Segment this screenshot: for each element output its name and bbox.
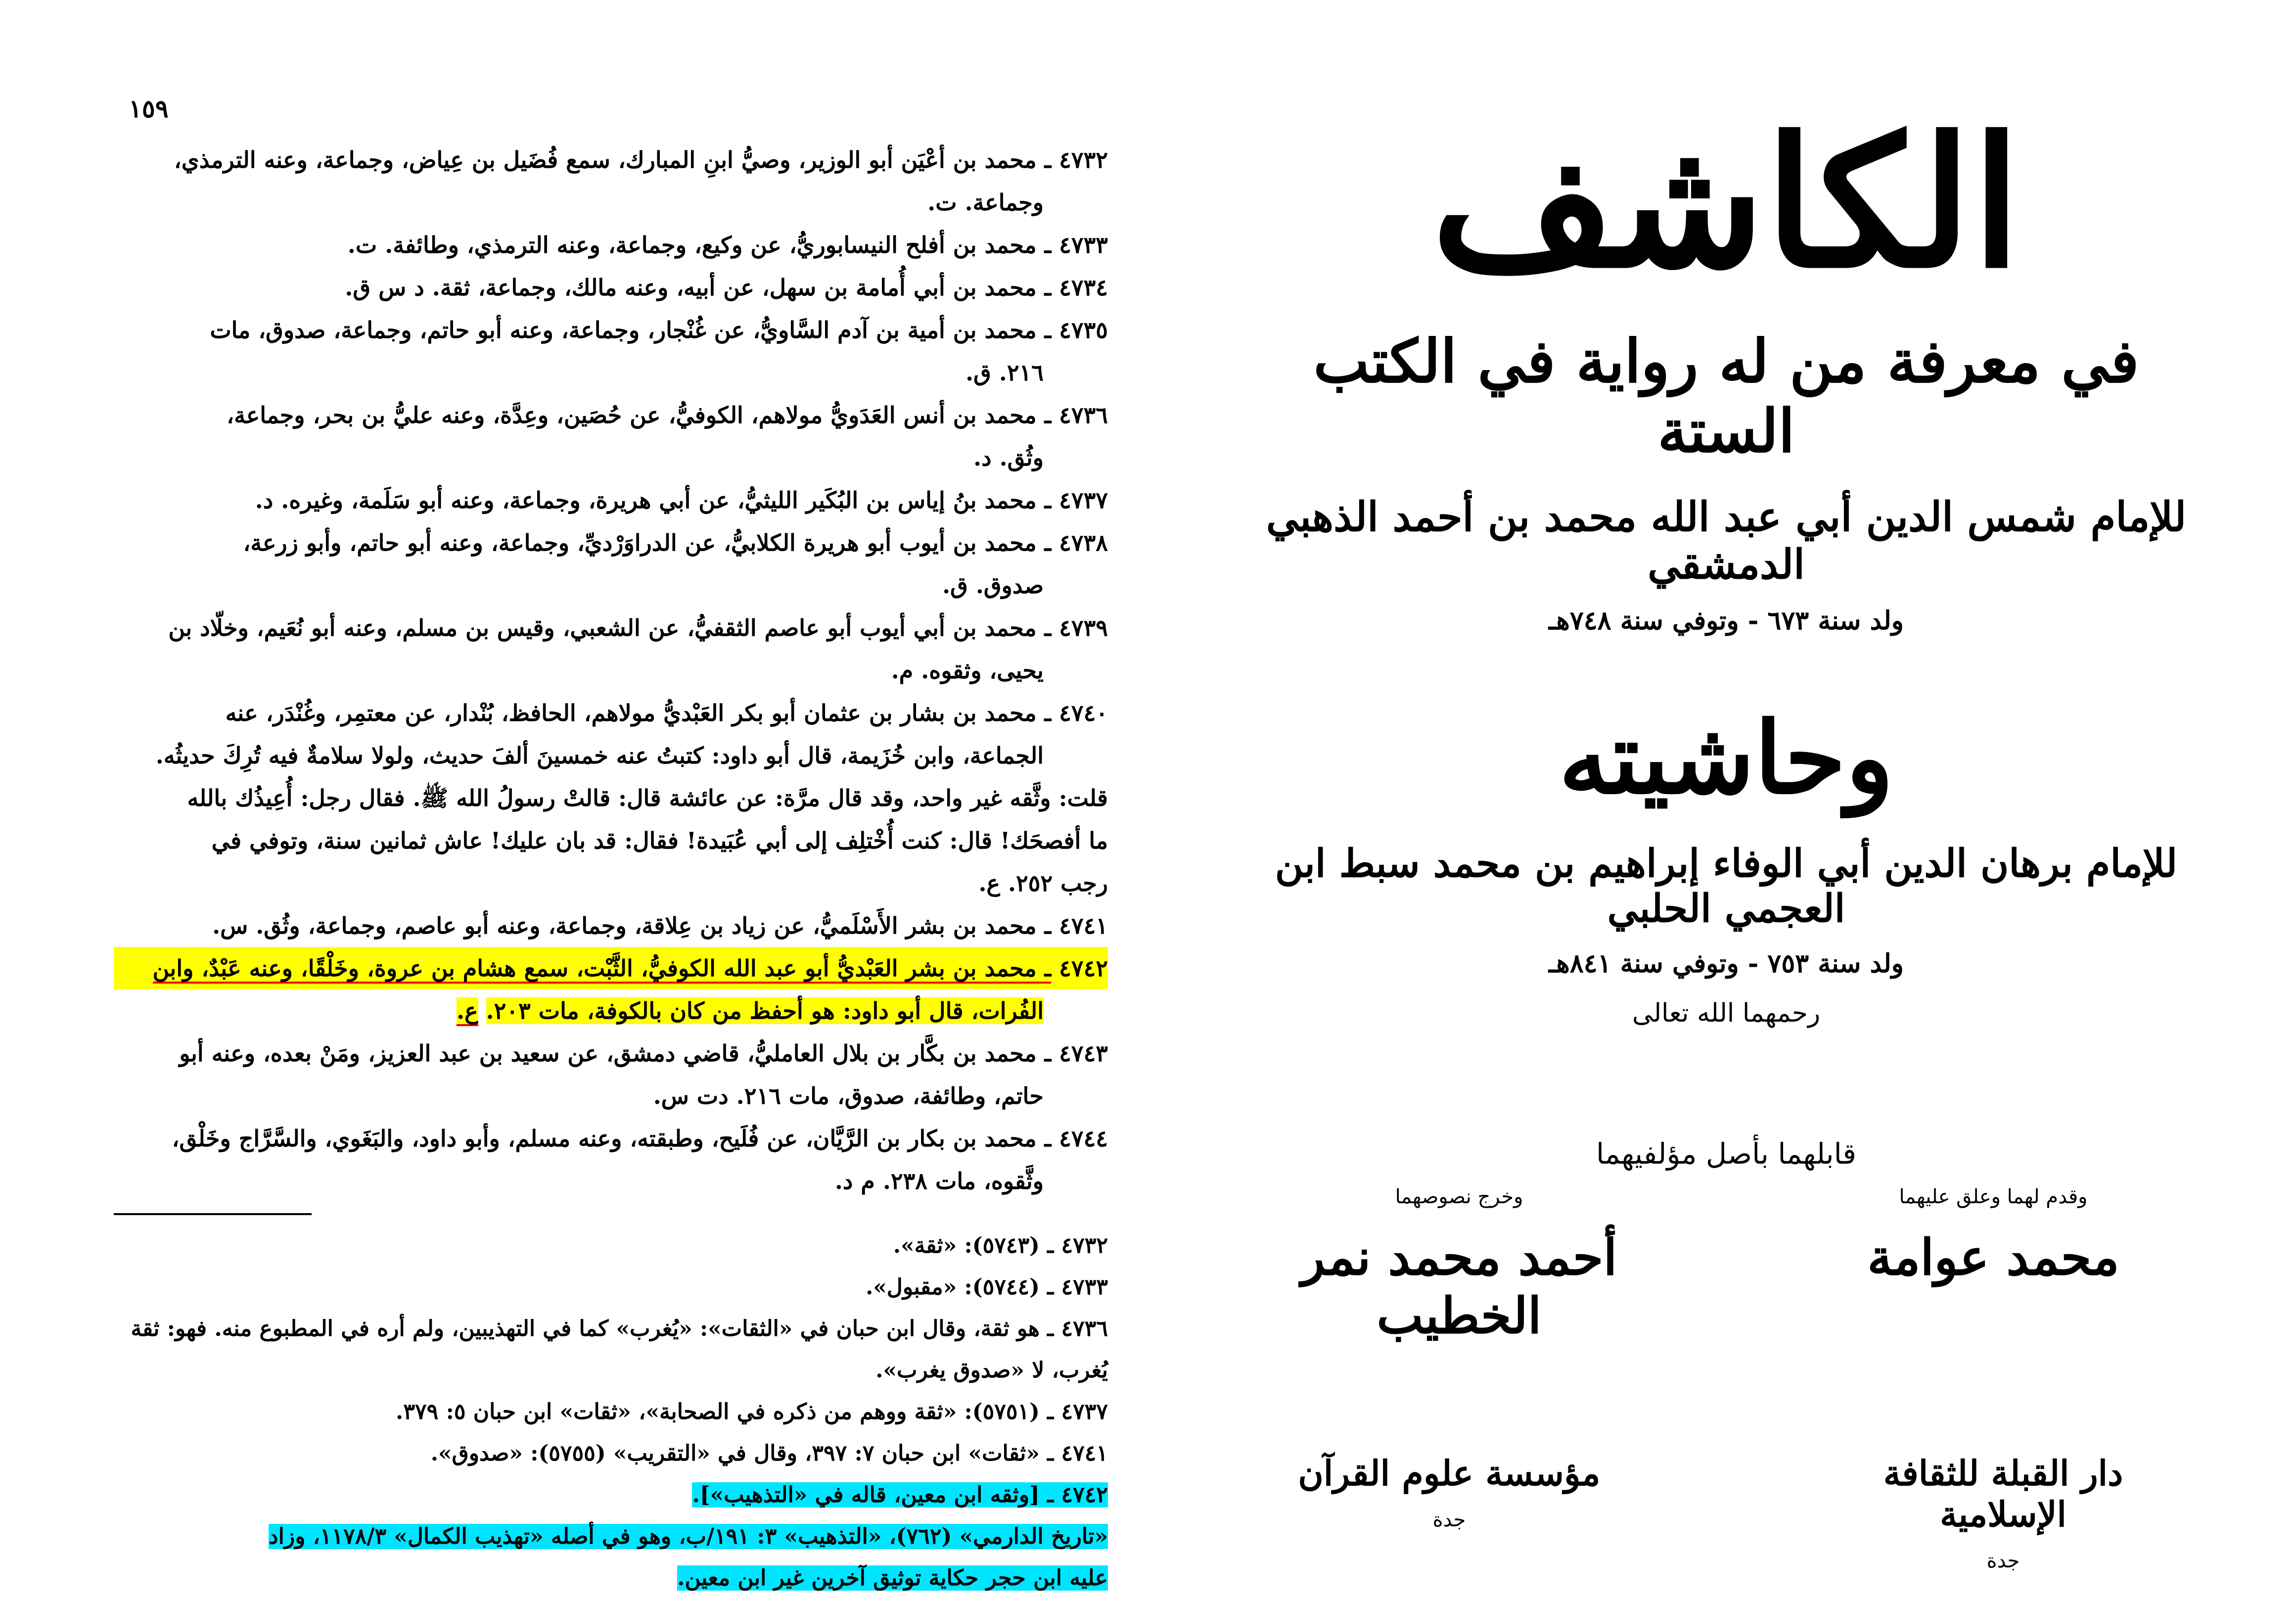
entry	[114, 394, 1108, 436]
entry-number: ٤٧٣٧	[1051, 487, 1108, 514]
entry-text: قلت: وثَّقه غير واحد، وقد قال مرَّة: عن عائشة قال: قالتْ رسولُ الله ﷺ. فقال رجل: أُعِيذُك بالله	[187, 785, 1108, 811]
book-subtitle: في معرفة من له رواية في الكتب الستة	[1313, 327, 2139, 466]
entry-text: ما أفصحَك! قال: كنت أُخْتلِف إلى أبي عُبَيدة! فقال: قد بان عليك! عاش ثمانين سنة، وتوفي في	[211, 827, 1108, 854]
entries-after-list	[114, 1032, 1108, 1202]
footnote: ٤٧٣٦ ـ هو ثقة، وقال ابن حبان في «الثقات»: «يُغرب» كما في التهذيبين، ولم أره في المطبوع منه. فهو: ثقة	[131, 1316, 1108, 1341]
entry	[114, 692, 1108, 734]
footnote: ٤٧٣٧ ـ (٥٧٥١): «ثقة ووهم من ذكره في الصحابة»، «ثقات» ابن حبان ٥: ٣٧٩.	[396, 1399, 1108, 1424]
editor-2-name: أحمد محمد نمر الخطيب	[1301, 1228, 1617, 1345]
publishers	[1256, 1453, 2196, 1581]
editor-1-role: وقدم لهما وعلق عليهما	[1899, 1185, 2088, 1208]
author-1-dates: ولد سنة ٦٧٣ - وتوفي سنة ٧٤٨هـ	[1549, 606, 1904, 636]
hashiya-title: وحاشيته	[1559, 700, 1894, 816]
entry-number: ٤٧٣٦	[1051, 402, 1108, 428]
entry-number: ٤٧٣٩	[1051, 614, 1108, 641]
author-2: للإمام برهان الدين أبي الوفاء إبراهيم بن محمد سبط ابن العجمي الحلبي	[1275, 841, 2178, 931]
footnote: ٤٧٣٣ ـ (٥٧٤٤): «مقبول».	[866, 1274, 1108, 1300]
collated-line: قابلهما بأصل مؤلفيهما	[1596, 1137, 1857, 1171]
entries-body	[114, 139, 1108, 1599]
entry-continuation: صدوق. ق.	[942, 572, 1044, 599]
entry-text: ـ محمد بن أبي أيوب أبو عاصم الثقفيُّ، عن الشعبي، وقيس بن مسلم، وعنه أبو نُعَيم، وخلّاد بن	[168, 614, 1052, 641]
entry-text: ـ محمد بن أبي أُمامة بن سهل، عن أبيه، وعنه مالك، وجماعة، ثقة. د س ق.	[345, 274, 1052, 301]
editor-2	[1286, 1185, 1632, 1345]
author-1: للإمام شمس الدين أبي عبد الله محمد بن أحمد الذهبي الدمشقي	[1266, 493, 2187, 588]
entry-text: ـ محمد بن بكَّار بن بلال العامليُّ، قاضي دمشق، عن سعيد بن عبد العزيز، ومَنْ بعده، وعنه أبو	[179, 1040, 1052, 1067]
entry	[114, 266, 1108, 309]
rahima: رحمهما الله تعالى	[1632, 998, 1821, 1028]
entry-continuation: وثُق. د.	[973, 444, 1044, 471]
entry-text: ـ محمد بن أنس العَدَويُّ مولاهم، الكوفيُّ، عن حُصَين، وعِدَّة، وعنه عليُّ بن بحر، وجماعة،	[227, 402, 1052, 428]
entry-text: ـ محمد بن بكار بن الرَّيَّان، عن فُلَيح، وطبقته، وعنه مسلم، وأبو داود، والبَغَوي، والسَّرَّاج وخَلْق،	[172, 1125, 1052, 1152]
entry-text: ـ محمد بن أمية بن آدم السَّاويُّ، عن غُنْجار، وجماعة، وعنه أبو حاتم، وجماعة، صدوق، مات	[210, 317, 1052, 343]
entry-number: ٤٧٤١	[1051, 912, 1108, 939]
entry-number: ٤٧٣٢	[1051, 146, 1108, 173]
entry-text: رجب ٢٥٢. ع.	[978, 870, 1108, 896]
footnote: ٤٧٣٢ ـ (٥٧٤٣): «ثقة».	[893, 1233, 1108, 1258]
highlighted-entry	[114, 947, 1108, 990]
publisher-2	[1276, 1453, 1622, 1531]
footnote-divider	[114, 1213, 312, 1215]
entry-number: ٤٧٣٣	[1051, 232, 1108, 258]
title-page	[1256, 74, 2196, 1572]
entry-marker: ع.	[457, 997, 478, 1026]
entry	[114, 862, 1108, 904]
entry	[114, 224, 1108, 266]
entry-text: ـ محمد بن بشر الأَسْلَميُّ، عن زياد بن عِلاقة، وجماعة، وعنه أبو عاصم، وجماعة، وثُق. س.	[212, 912, 1052, 939]
entry-continuation: الجماعة، وابن خُزَيمة، قال أبو داود: كتبتُ عنه خمسينَ ألفَ حديث، ولولا سلامةٌ فيه تُرِكَ حديثُه.	[155, 742, 1044, 769]
entry-number: ٤٧٤٤	[1051, 1125, 1108, 1152]
entries-list	[114, 139, 1108, 947]
cyan-footnote-line-3: عليه ابن حجر حكاية توثيق آخرين غير ابن معين.	[677, 1565, 1108, 1591]
footnote: ٤٧٤١ ـ «ثقات» ابن حبان ٧: ٣٩٧، وقال في «التقريب» (٥٧٥٥): «صدوق».	[430, 1441, 1108, 1466]
entry-text: ـ محمد بن أعْيَن أبو الوزير، وصيُّ ابنِ المبارك، سمع فُضَيل بن عِياض، وجماعة، وعنه الترمذي،	[174, 146, 1052, 173]
publisher-2-city: جدة	[1432, 1509, 1466, 1531]
entry	[114, 607, 1108, 649]
publisher-1-name: دار القبلة للثقافة الإسلامية	[1883, 1453, 2123, 1535]
entry	[114, 1032, 1108, 1075]
editor-1	[1820, 1185, 2166, 1286]
left-page	[114, 74, 1108, 1591]
entry-line-1: ـ محمد بن بشر العَبْديُّ أبو عبد الله الكوفيُّ، الثَّبْت، سمع هشام بن عروة، وخَلْقًا، وعنه عَبْدٌ، وابن	[153, 955, 1052, 984]
entry	[114, 904, 1108, 947]
cyan-footnote-line-1: ٤٧٤٢ ـ [وثقه ابن معين، قاله في «التذهيب»].	[692, 1482, 1108, 1508]
highlighted-entry-cont	[114, 990, 1108, 1032]
entry-number: ٤٧٣٥	[1051, 317, 1108, 343]
entry-text: ـ محمد بنُ إياس بن البُكَير الليثيُّ، عن أبي هريرة، وجماعة، وعنه أبو سَلَمة، وغيره. د.	[255, 487, 1052, 514]
entry-text: ـ محمد بن أفلح النيسابوريُّ، عن وكيع، وجماعة، وعنه الترمذي، وطائفة. ت.	[347, 232, 1052, 258]
entry-number: ٤٧٤٢	[1059, 955, 1108, 982]
author-2-dates: ولد سنة ٧٥٣ - وتوفي سنة ٨٤١هـ	[1549, 948, 1904, 979]
entry-text: ـ محمد بن بشار بن عثمان أبو بكر العَبْديُّ مولاهم، الحافظ، بُنْدار، عن معتمِر، وغُنْدَر، عنه	[225, 700, 1052, 726]
entry-text: ـ محمد بن أيوب أبو هريرة الكلابيُّ، عن الدراوَرْديِّ، وجماعة، وعنه أبو حاتم، وأبو زرعة،	[243, 529, 1052, 556]
footnote-list	[114, 1225, 1108, 1474]
entry-continuation: حاتم، وطائفة، صدوق، مات ٢١٦. دت س.	[653, 1083, 1044, 1109]
editor-1-name: محمد عوامة	[1867, 1228, 2119, 1286]
entry-number: ٤٧٤٠	[1051, 700, 1108, 726]
entry	[114, 139, 1108, 181]
entry	[114, 309, 1108, 351]
entry	[114, 777, 1108, 819]
entry-number: ٤٧٤٣	[1051, 1040, 1108, 1067]
entry	[114, 479, 1108, 521]
entry-line-2: الفُرات، قال أبو داود: هو أحفظ من كان بالكوفة، مات ٢٠٣.	[486, 997, 1044, 1024]
publisher-1	[1830, 1453, 2176, 1572]
entry	[114, 819, 1108, 862]
footnote: يُغرب، لا «صدوق يغرب».	[875, 1358, 1108, 1383]
entry	[114, 1117, 1108, 1160]
page-number: ١٥٩	[129, 94, 169, 123]
book-title: الكاشف	[1431, 98, 2021, 307]
editor-2-role: وخرج نصوصهما	[1395, 1185, 1523, 1208]
entry-continuation: يحيى، وثقوه. م.	[891, 657, 1044, 684]
footnotes	[114, 1225, 1108, 1599]
entry-continuation: وجماعة. ت.	[927, 189, 1044, 216]
entry-number: ٤٧٣٨	[1051, 529, 1108, 556]
publisher-2-name: مؤسسة علوم القرآن	[1298, 1453, 1601, 1494]
cyan-footnote-line-2: «تاريخ الدارمي» (٧٦٢)، «التذهيب» ٣: ١٩١/ب، وهو في أصله «تهذيب الكمال» ١١٧٨/٣، وزاد	[269, 1524, 1108, 1549]
entry	[114, 521, 1108, 564]
entry-continuation: وثَّقوه، مات ٢٣٨. م د.	[834, 1168, 1044, 1194]
entry-continuation: ٢١٦. ق.	[965, 359, 1044, 386]
editors	[1256, 1185, 2196, 1345]
entry-number: ٤٧٣٤	[1051, 274, 1108, 301]
publisher-1-city: جدة	[1986, 1550, 2020, 1572]
